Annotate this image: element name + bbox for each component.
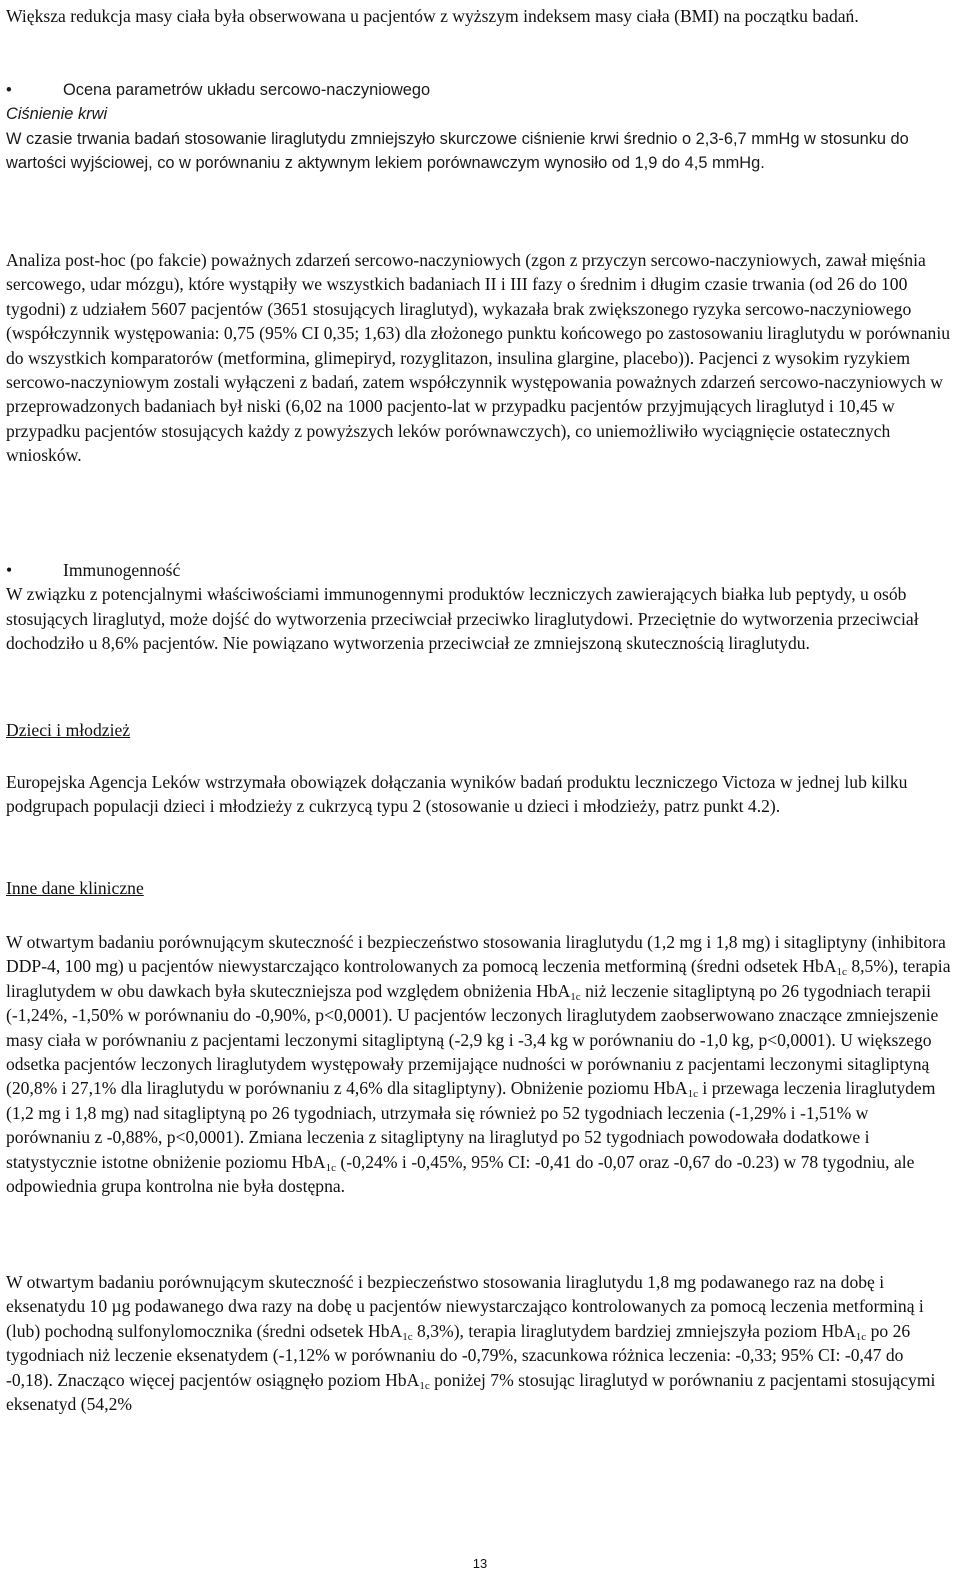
text-segment: i przewaga leczenia liraglutydem (1,2 mg i 1,8 mg) nad sitagliptyną po 26 tygodniach, utrzymała się również po 52 tygodniach leczenia (-1,29% i -1,51% w porównaniu z -0,88%, p<0,0001). Zmiana leczenia z sitagliptyny na liraglutyd po 52 tygodniach powodowała dodatkowe i statystycznie istotne obniżenie poziomu HbA [6,1078,936,1172]
text-segment: (-0,24% i -0,45%, 95% CI: -0,41 do -0,07 oraz -0,67 do -0.23) w 78 tygodniu, ale odpowiednia grupa kontrolna nie była dostępna. [6,1151,915,1197]
cv-subtitle: Ciśnienie krwi [6,105,108,124]
other-paragraph-1 [6,930,954,1198]
subscript: 1c [687,1088,699,1101]
cv-title: Ocena parametrów układu sercowo-naczyniowego [63,81,431,99]
subscript: 1c [836,966,847,979]
text-segment: W otwartym badaniu porównującym skuteczność i bezpieczeństwo stosowania liraglutydu 1,8 mg podawanego raz na dobę i eksenatydu 10 µg podawanego dwa razy na dobę u pacjentów niewystarczająco kontrolowanych za pomocą leczenia metforminą i (lub) pochodną sulfonylomocznika (średni odsetek HbA [6,1272,924,1341]
intro-paragraph: Większa redukcja masy ciała była obserwowana u pacjentów z wyższym indeksem masy ciała (BMI) na początku badań. [6,6,859,26]
subscript: 1c [570,990,581,1003]
text-segment: poniżej 7% stosując liraglutyd w porównaniu z pacjentami stosującymi eksenatyd (54,2% [6,1369,936,1415]
subscript: 1c [419,1379,430,1392]
text-segment: W otwartym badaniu porównującym skuteczność i bezpieczeństwo stosowania liraglutydu (1,2 mg i 1,8 mg) i sitagliptyny (inhibitora DDP-4, 100 mg) u pacjentów niewystarczająco kontrolowanych za pomocą leczenia metforminą (średni odsetek HbA [6,932,946,977]
text-segment: 8,5%), terapia liraglutydem w obu dawkach była skuteczniejsza pod względem obniżenia HbA [6,956,951,1001]
cv-text: W czasie trwania badań stosowanie liraglutydu zmniejszyło skurczowe ciśnienie krwi średnio o 2,3-6,7 mmHg w stosunku do wartości wyjściowej, co w porównaniu z aktywnym lekiem porównawczym wynosiło od 1,9 do 4,5 mmHg. [6,129,909,173]
cv-bullet-line [6,78,954,102]
subscript: 1c [402,1330,413,1343]
page-number: 13 [472,1556,488,1571]
posthoc-paragraph: Analiza post-hoc (po fakcie) poważnych zdarzeń sercowo-naczyniowych (zgon z przyczyn sercowo-naczyniowych, zawał mięśnia sercowego, udar mózgu), które wystąpiły we wszystkich badaniach II i III fazy o średnim i długim czasie trwania (od 26 do 100 tygodni) z udziałem 5607 pacjentów (3651 stosujących liraglutyd), wykazała brak zwiększonego ryzyka sercowo-naczyniowego (współczynnik występowania: 0,75 (95% CI 0,35; 1,63) dla złożonego punktu końcowego po zastosowaniu liraglutydu w porównaniu do wszystkich komparatorów (metformina, glimepiryd, rozyglitazon, insulina glargine, placebo)). Pacjenci z wysokim ryzykiem sercowo-naczyniowym zostali wyłączeni z badań, zatem współczynnik występowania poważnych zdarzeń sercowo-naczyniowych w przeprowadzonych badaniach był niski (6,02 na 1000 pacjento-lat w przypadku pacjentów przyjmujących liraglutyd i 10,45 w przypadku pacjentów stosujących każdy z powyższych leków porównawczych), co uniemożliwiło wyciągnięcie ostatecznych wniosków. [6,250,951,466]
subscript: 1c [855,1330,867,1343]
bullet-icon: • [6,560,13,580]
children-text: Europejska Agencja Leków wstrzymała obowiązek dołączania wyników badań produktu leczniczego Victoza w jednej lub kilku podgrupach populacji dzieci i młodzieży z cukrzycą typu 2 (stosowanie u dzieci i młodzieży, patrz punkt 4.2). [6,772,908,817]
immuno-bullet-line [6,558,954,582]
cv-section [6,78,954,176]
other-heading: Inne dane kliniczne [6,878,144,898]
other-paragraph-2 [6,1270,954,1416]
text-segment: 8,3%), terapia liraglutydem bardziej zmniejszyła poziom HbA [412,1320,856,1341]
immuno-text: W związku z potencjalnymi właściwościami immunogennymi produktów leczniczych zawierających białka lub peptydy, u osób stosujących liraglutyd, może dojść do wytworzenia przeciwciał przeciwko liraglutydowi. Przeciętnie do wytworzenia przeciwciał dochodziło u 8,6% pacjentów. Nie powiązano wytworzenia przeciwciał ze zmniejszoną skutecznością liraglutydu. [6,584,919,654]
bullet-icon: • [6,81,12,99]
subscript: 1c [325,1161,336,1174]
immuno-section [6,558,954,656]
text-segment: niż leczenie sitagliptyną po 26 tygodniach terapii (-1,24%, -1,50% w porównaniu do -0,90%, p<0,0001). U pacjentów leczonych liraglutydem zaobserwowano znaczące zmniejszenie masy ciała w porównaniu z pacjentami leczonymi sitagliptyną (-2,9 kg i -3,4 kg w porównaniu do -1,0 kg, p<0,0001). U większego odsetka pacjentów leczonych liraglutydem występowały przemijające nudności w porównaniu z pacjentami leczonymi sitagliptyną (20,8% i 27,1% dla liraglutydu w porównaniu z 4,6% dla sitagliptyny). Obniżenie poziomu HbA [6,980,939,1099]
text-segment: po 26 tygodniach niż leczenie eksenatydem (-1,12% w porównaniu do -0,79%, szacunkowa różnica leczenia: -0,33; 95% CI: -0,47 do -0,18). Znacząco więcej pacjentów osiągnęło poziom HbA [6,1320,911,1390]
immuno-title: Immunogenność [63,560,181,580]
children-heading: Dzieci i młodzież [6,720,131,740]
